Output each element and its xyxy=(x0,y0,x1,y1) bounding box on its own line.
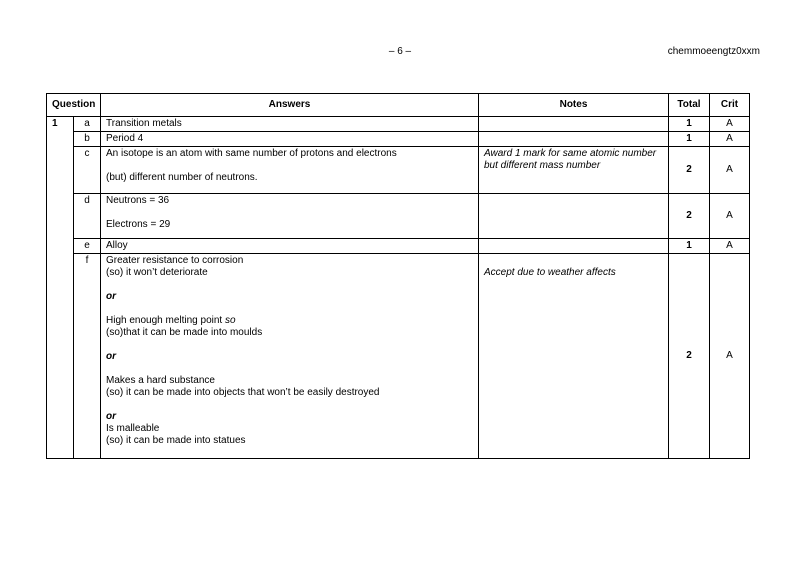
header-answers: Answers xyxy=(101,94,479,117)
answer-line: An isotope is an atom with same number of protons and electrons xyxy=(106,148,397,159)
question-cell-empty xyxy=(47,194,74,239)
part-label: c xyxy=(74,147,101,194)
table-row xyxy=(47,194,750,239)
header-crit: Crit xyxy=(710,94,750,117)
part-label: a xyxy=(74,117,101,132)
answer-cell xyxy=(101,254,479,459)
notes-cell xyxy=(479,132,669,147)
answer-line: Is malleable xyxy=(106,423,160,434)
part-label: f xyxy=(74,254,101,459)
or-separator: or xyxy=(106,351,116,362)
table-row xyxy=(47,117,750,132)
part-label: d xyxy=(74,194,101,239)
crit-cell: A xyxy=(710,194,750,239)
total-cell: 2 xyxy=(669,254,710,459)
table-row xyxy=(47,254,750,459)
part-label: e xyxy=(74,239,101,254)
total-cell: 1 xyxy=(669,132,710,147)
header-notes: Notes xyxy=(479,94,669,117)
header-question: Question xyxy=(47,94,101,117)
crit-cell: A xyxy=(710,239,750,254)
question-cell-empty xyxy=(47,239,74,254)
page-number: – 6 – xyxy=(388,46,412,57)
crit-cell: A xyxy=(710,132,750,147)
answer-line: Makes a hard substance xyxy=(106,375,215,386)
header-row xyxy=(47,94,750,117)
total-cell: 1 xyxy=(669,117,710,132)
table-row xyxy=(47,239,750,254)
question-cell-empty xyxy=(47,254,74,459)
question-cell-empty xyxy=(47,132,74,147)
document-code: chemmoeengtz0xxm xyxy=(667,46,760,57)
notes-cell xyxy=(479,194,669,239)
table-row xyxy=(47,132,750,147)
answer-line: Neutrons = 36 xyxy=(106,195,170,206)
question-number: 1 xyxy=(47,117,74,132)
answer-line: Electrons = 29 xyxy=(106,219,171,230)
answer-cell xyxy=(101,147,479,194)
total-cell: 2 xyxy=(669,194,710,239)
total-cell: 2 xyxy=(669,147,710,194)
answer-cell xyxy=(101,194,479,239)
answer-cell: Period 4 xyxy=(101,132,479,147)
markscheme-table xyxy=(46,93,750,459)
question-cell-empty xyxy=(47,147,74,194)
header-total: Total xyxy=(669,94,710,117)
answer-line xyxy=(106,315,473,327)
answer-cell: Alloy xyxy=(101,239,479,254)
crit-cell: A xyxy=(710,117,750,132)
notes-cell xyxy=(479,239,669,254)
or-separator: or xyxy=(106,291,116,302)
notes-cell xyxy=(479,117,669,132)
notes-line: Accept due to weather affects xyxy=(484,267,616,278)
answer-cell: Transition metals xyxy=(101,117,479,132)
or-separator: or xyxy=(106,411,116,422)
answer-line: (so) it can be made into objects that won’t be easily destroyed xyxy=(106,387,380,398)
table-row xyxy=(47,147,750,194)
total-cell: 1 xyxy=(669,239,710,254)
answer-line: (so) it won’t deteriorate xyxy=(106,267,208,278)
notes-cell xyxy=(479,254,669,459)
answer-line: (so) it can be made into statues xyxy=(106,435,246,446)
answer-italic-word: so xyxy=(224,315,236,326)
crit-cell: A xyxy=(710,147,750,194)
answer-line: Greater resistance to corrosion xyxy=(106,255,244,266)
crit-cell: A xyxy=(710,254,750,459)
answer-line: (but) different number of neutrons. xyxy=(106,172,258,183)
answer-line: (so)that it can be made into moulds xyxy=(106,327,263,338)
part-label: b xyxy=(74,132,101,147)
answer-text: High enough melting point xyxy=(106,315,225,326)
notes-cell: Award 1 mark for same atomic number but different mass number xyxy=(479,147,669,194)
